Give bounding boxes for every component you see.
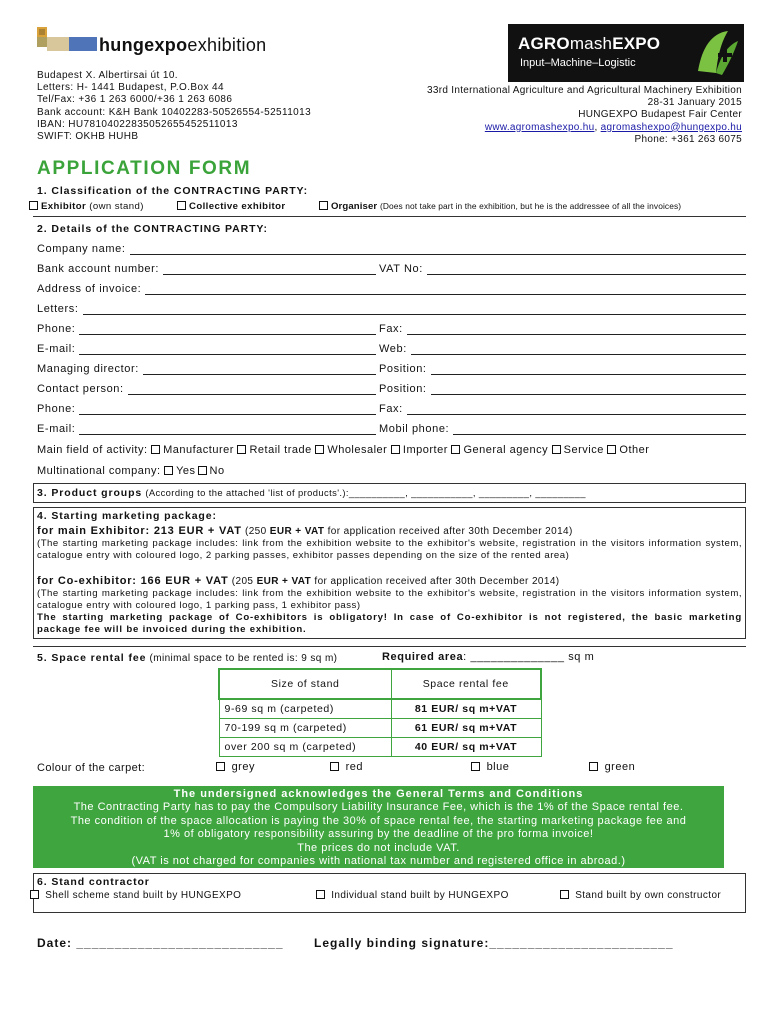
section3-note: (According to the attached 'list of products'.):__________, ___________, _________, _________ [145,487,586,498]
co-exhibitor-price [37,575,560,587]
letters-label: Letters: [37,303,79,315]
main-exhibitor-late-price: (250 [244,526,267,537]
phone-row [37,321,376,335]
section6-heading: 6. Stand contractor [37,876,150,888]
contact-position-row [379,381,746,395]
activity-label: Main field of activity: [37,444,148,456]
own-constructor-checkbox[interactable] [560,890,569,899]
stand-option-own[interactable] [560,890,721,901]
contact-email-field[interactable] [79,425,376,435]
company-name-row [37,241,746,255]
terms-line: 1% of obligatory responsibility assuring by the deadline of the pro forma invoice! [163,828,594,841]
mobil-row [379,421,746,435]
activity-option[interactable] [451,444,548,456]
activity-agency: General agency [463,444,549,456]
required-area-field[interactable]: : ______________ sq m [463,651,595,663]
fax-row [379,321,746,335]
collective-option[interactable] [177,201,286,212]
carpet-blue-label: blue [486,761,510,773]
fee-column-header: Space rental fee [391,669,541,699]
email-field[interactable] [79,345,376,355]
contact-position-label: Position: [379,383,427,395]
table-header-row [219,669,541,699]
director-field[interactable] [143,365,376,375]
company-name-label: Company name: [37,243,126,255]
contact-email-row [37,421,376,435]
rental-fee-cell: 40 EUR/ sq m+VAT [391,737,541,756]
carpet-option[interactable] [330,761,363,773]
contact-label: Contact person: [37,383,124,395]
phone-field[interactable] [79,325,376,335]
vat-label: VAT No: [379,263,423,275]
agro-mascot-icon [692,27,740,79]
event-info: 33rd International Agriculture and Agricultural Machinery Exhibition 28-31 January 2015 HUNGEXPO Budapest Fair Center www.agromashexpo.hu, agromashexpo@hungexpo.hu Phone: +361 263 6075 [426,85,742,145]
activity-option[interactable] [237,444,311,456]
bank-account-row [37,261,376,275]
logo-name-bold: hungexpo [99,35,188,55]
carpet-green-checkbox[interactable] [589,762,598,771]
activity-wholesaler: Wholesaler [327,444,388,456]
own-constructor-label: Stand built by own constructor [575,890,722,901]
organiser-label: Organiser [331,201,378,212]
organiser-option[interactable] [319,201,681,212]
hungexpo-address [37,70,311,143]
terms-line: The condition of the space allocation is paying the 30% of space rental fee, the starting marketing package fee and [70,814,687,827]
size-column-header: Size of stand [219,669,391,699]
retail-checkbox[interactable] [237,445,246,454]
carpet-red-checkbox[interactable] [330,762,339,771]
carpet-grey-label: grey [231,761,255,773]
date-field[interactable]: Date: ___________________________ [37,936,284,950]
address-line: Bank account: K&H Bank 10402283-50526554-52511013 [37,106,312,118]
director-label: Managing director: [37,363,139,375]
main-exhibitor-price-bold: for main Exhibitor: 213 EUR + VAT [37,525,242,537]
logo-name-light: exhibition [187,35,267,55]
terms-line: The prices do not include VAT. [297,841,460,854]
event-web-link[interactable]: www.agromashexpo.hu [484,121,595,133]
mobil-field[interactable] [453,425,746,435]
stand-size-cell: 9-69 sq m (carpeted) [219,699,391,718]
exhibitor-note: (own stand) [89,201,144,212]
rental-fee-cell: 81 EUR/ sq m+VAT [391,699,541,718]
main-exhibitor-late-vat: EUR + VAT [269,526,325,537]
fax-field[interactable] [407,325,746,335]
carpet-option[interactable] [471,761,509,773]
director-position-row [379,361,746,375]
main-exhibitor-price [37,525,573,537]
multinational-row [37,465,225,477]
vat-field[interactable] [427,265,746,275]
email-label: E-mail: [37,343,76,355]
director-position-field[interactable] [431,365,746,375]
vat-row [379,261,746,275]
address-line: IBAN: HU78104022835052655452511013 [37,118,238,130]
section3-heading: 3. Product groups [37,487,143,499]
other-checkbox[interactable] [607,445,616,454]
individual-stand-checkbox[interactable] [316,890,325,899]
space-rental-table [218,668,542,757]
contact-phone-label: Phone: [37,403,76,415]
section4-heading: 4. Starting marketing package: [37,510,217,522]
director-row [37,361,376,375]
page-title: APPLICATION FORM [37,158,252,179]
stand-size-cell: over 200 sq m (carpeted) [219,737,391,756]
contact-position-field[interactable] [431,385,746,395]
activity-row [37,444,649,456]
activity-option[interactable] [315,444,387,456]
main-exhibitor-description: (The starting marketing package includes: link from the exhibition website to the exhibitor's website, registration in the visitors information system, catalogue entry with coloured logo, 2 parking passes, exhibitor passes depending on the size of the rented area) [37,538,742,561]
required-area-row [382,651,594,663]
rental-fee-cell: 61 EUR/ sq m+VAT [391,718,541,737]
contact-row [37,381,376,395]
agromashexpo-logo [508,24,744,82]
event-dates: 28-31 January 2015 [647,97,742,109]
wholesaler-checkbox[interactable] [315,445,324,454]
activity-manufacturer: Manufacturer [163,444,234,456]
activity-importer: Importer [402,444,448,456]
carpet-blue-checkbox[interactable] [471,762,480,771]
event-phone: Phone: +361 263 6075 [634,133,742,145]
phone-label: Phone: [37,323,76,335]
co-exhibitor-price-bold: for Co-exhibitor: 166 EUR + VAT [37,575,229,587]
activity-other: Other [619,444,650,456]
table-row [219,718,541,737]
web-row [379,341,746,355]
contact-fax-row [379,401,746,415]
yes-checkbox[interactable] [164,466,173,475]
event-name: 33rd International Agriculture and Agricultural Machinery Exhibition [426,85,742,96]
activity-option[interactable] [552,444,604,456]
shell-scheme-label: Shell scheme stand built by HUNGEXPO [45,890,242,901]
event-venue: HUNGEXPO Budapest Fair Center [578,109,742,121]
section4-box [33,507,746,639]
table-row [219,737,541,756]
shell-scheme-checkbox[interactable] [30,890,39,899]
hungexpo-logo-mark-icon [37,27,99,57]
activity-option[interactable] [607,444,649,456]
section2-heading: 2. Details of the CONTRACTING PARTY: [37,223,268,235]
stand-option-shell[interactable] [30,890,241,901]
importer-checkbox[interactable] [391,445,400,454]
co-exhibitor-late-note: for application received after 30th December 2014) [314,576,560,587]
required-area-label: Required area [382,651,464,663]
activity-option[interactable] [151,444,234,456]
co-exhibitor-description: (The starting marketing package includes: link from the exhibition website to the exhibitor's website, registration in the visitors information system, catalogue entry with coloured logo, 1 parking pass, 1 exhibitor pass) [37,588,742,611]
bank-account-label: Bank account number: [37,263,160,275]
section3-box [33,483,746,503]
letters-row [37,301,746,315]
signature-field[interactable]: Legally binding signature:________________________ [314,936,674,950]
yes-label: Yes [176,465,196,477]
carpet-grey-checkbox[interactable] [216,762,225,771]
carpet-green-label: green [604,761,636,773]
multinational-label: Multinational company: [37,465,161,477]
terms-heading: The undersigned acknowledges the General Terms and Conditions [173,788,584,800]
table-row [219,699,541,718]
invoice-address-label: Address of invoice: [37,283,142,295]
contact-fax-field[interactable] [407,405,746,415]
hungexpo-logo [37,27,307,57]
organiser-checkbox[interactable] [319,201,328,210]
invoice-address-field[interactable] [145,285,746,295]
terms-line: The Contracting Party has to pay the Compulsory Liability Insurance Fee, which is the 1% of the Space rental fee. [73,801,684,814]
no-label: No [209,465,225,477]
address-line: Letters: H- 1441 Budapest, P.O.Box 44 [37,82,224,94]
event-email-link[interactable]: agromashexpo@hungexpo.hu [600,121,742,133]
co-exhibitor-late-vat: EUR + VAT [256,576,312,587]
fax-label: Fax: [379,323,403,335]
terms-box [33,786,724,868]
contact-phone-field[interactable] [79,405,376,415]
co-exhibitor-late-price: (205 [231,576,254,587]
mobil-label: Mobil phone: [379,423,450,435]
web-field[interactable] [411,345,746,355]
exhibitor-option[interactable] [29,201,144,212]
agency-checkbox[interactable] [451,445,460,454]
section5-header [37,652,337,664]
activity-retail: Retail trade [249,444,312,456]
service-checkbox[interactable] [552,445,561,454]
carpet-option[interactable] [216,761,255,773]
collective-label: Collective exhibitor [189,201,286,212]
terms-line: (VAT is not charged for companies with national tax number and registered office in abroad.) [131,855,626,868]
carpet-red-label: red [345,761,363,773]
web-label: Web: [379,343,407,355]
contact-fax-label: Fax: [379,403,403,415]
carpet-option[interactable] [589,761,635,773]
email-row [37,341,376,355]
expo-logo-expo: EXPO [612,34,661,53]
address-line: Tel/Fax: +36 1 263 6000/+36 1 263 6086 [37,94,233,106]
expo-logo-mash: mash [569,34,613,53]
exhibitor-checkbox[interactable] [29,201,38,210]
section5-note: (minimal space to be rented is: 9 sq m) [149,653,338,664]
expo-logo-agro: AGRO [518,34,570,53]
exhibitor-label: Exhibitor [41,201,87,212]
stand-option-individual[interactable] [316,890,509,901]
classification-options [29,201,144,212]
activity-service: Service [563,444,604,456]
bank-account-field[interactable] [163,265,376,275]
address-line: Budapest X. Albertirsai út 10. [37,70,178,81]
stand-size-cell: 70-199 sq m (carpeted) [219,718,391,737]
letters-field[interactable] [83,305,747,315]
carpet-colour-label: Colour of the carpet: [37,762,146,774]
contact-phone-row [37,401,376,415]
no-checkbox[interactable] [198,466,207,475]
contact-field[interactable] [128,385,376,395]
organiser-note: (Does not take part in the exhibition, but he is the addressee of all the invoices) [380,201,682,211]
company-name-field[interactable] [130,245,746,255]
co-exhibitor-warning: The starting marketing package of Co-exhibitors is obligatory! In case of Co-exhibitor is not registered, the basic marketing package fee will be invoiced during the exhibition. [37,612,742,635]
activity-option[interactable] [391,444,448,456]
contact-email-label: E-mail: [37,423,76,435]
expo-tagline: Input–Machine–Logistic [520,57,636,69]
section5-heading: 5. Space rental fee [37,652,147,664]
collective-checkbox[interactable] [177,201,186,210]
address-line: SWIFT: OKHB HUHB [37,131,139,143]
director-position-label: Position: [379,363,427,375]
section1-heading: 1. Classification of the CONTRACTING PARTY: [37,185,309,197]
invoice-address-row [37,281,746,295]
main-exhibitor-late-note: for application received after 30th December 2014) [327,526,573,537]
individual-stand-label: Individual stand built by HUNGEXPO [331,890,509,901]
manufacturer-checkbox[interactable] [151,445,160,454]
